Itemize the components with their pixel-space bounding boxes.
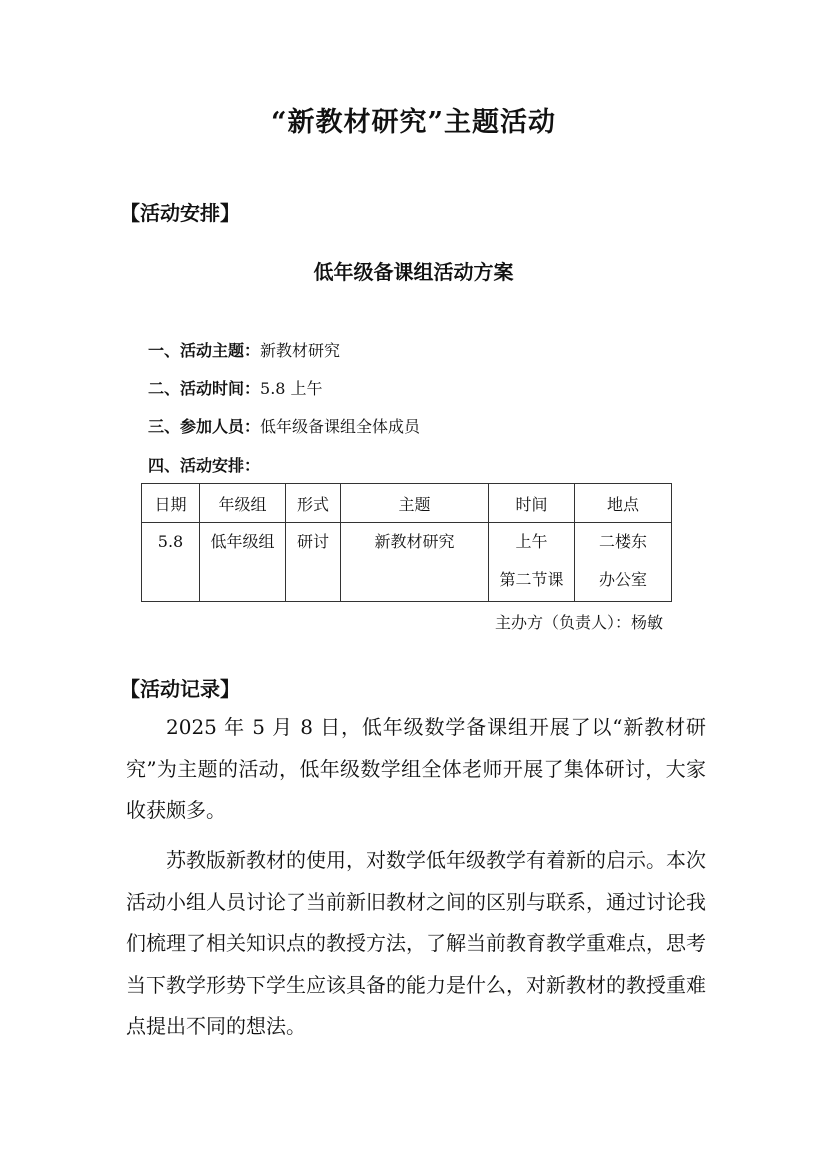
header-place: 地点 — [575, 484, 672, 523]
table-row — [142, 523, 672, 602]
cell-topic: 新教材研究 — [341, 523, 489, 602]
info-theme — [148, 338, 340, 361]
schedule-table — [141, 483, 672, 602]
plan-title: 低年级备课组活动方案 — [313, 260, 514, 284]
cell-place-line1: 二楼东 — [598, 532, 647, 551]
header-topic: 主题 — [341, 484, 489, 523]
info-participants-value: 低年级备课组全体成员 — [260, 417, 421, 436]
cell-form: 研讨 — [286, 523, 341, 602]
header-time: 时间 — [489, 484, 575, 523]
info-time-value: 5.8 上午 — [260, 379, 323, 398]
info-participants-label: 三、参加人员： — [148, 417, 261, 436]
cell-time — [489, 523, 575, 602]
header-form: 形式 — [286, 484, 341, 523]
info-schedule-label: 四、活动安排： — [148, 456, 261, 475]
info-theme-value: 新教材研究 — [260, 341, 341, 360]
host-responsible: 主办方（负责人）：杨敏 — [494, 613, 663, 632]
section-heading-arrangement: 【活动安排】 — [120, 201, 240, 225]
info-time-label: 二、活动时间： — [148, 379, 261, 398]
cell-grade: 低年级组 — [200, 523, 286, 602]
cell-date: 5.8 — [142, 523, 200, 602]
header-date: 日期 — [142, 484, 200, 523]
document-title: “新教材研究”主题活动 — [270, 107, 557, 138]
section-heading-record: 【活动记录】 — [120, 677, 240, 701]
cell-time-line2: 第二节课 — [499, 570, 564, 589]
info-theme-label: 一、活动主题： — [148, 341, 261, 360]
cell-place — [575, 523, 672, 602]
record-paragraph-2: 苏教版新教材的使用，对数学低年级教学有着新的启示。本次活动小组人员讨论了当前新旧教材之间的区别与联系，通过讨论我们梳理了相关知识点的教授方法，了解当前教育教学重难点，思考当下教学形势下学生应该具备的能力是什么，对新教材的教授重难点提出不同的想法。 — [126, 848, 706, 1038]
cell-time-line1: 上午 — [515, 532, 548, 551]
cell-place-line2: 办公室 — [598, 570, 647, 589]
info-participants — [148, 414, 420, 437]
record-paragraph-1: 2025 年 5 月 8 日，低年级数学备课组开展了以“新教材研究”为主题的活动，低年级数学组全体老师开展了集体研讨，大家收获颇多。 — [126, 715, 706, 822]
info-time — [148, 376, 323, 399]
table-header-row — [142, 484, 672, 523]
header-grade: 年级组 — [200, 484, 286, 523]
info-schedule — [148, 453, 260, 476]
